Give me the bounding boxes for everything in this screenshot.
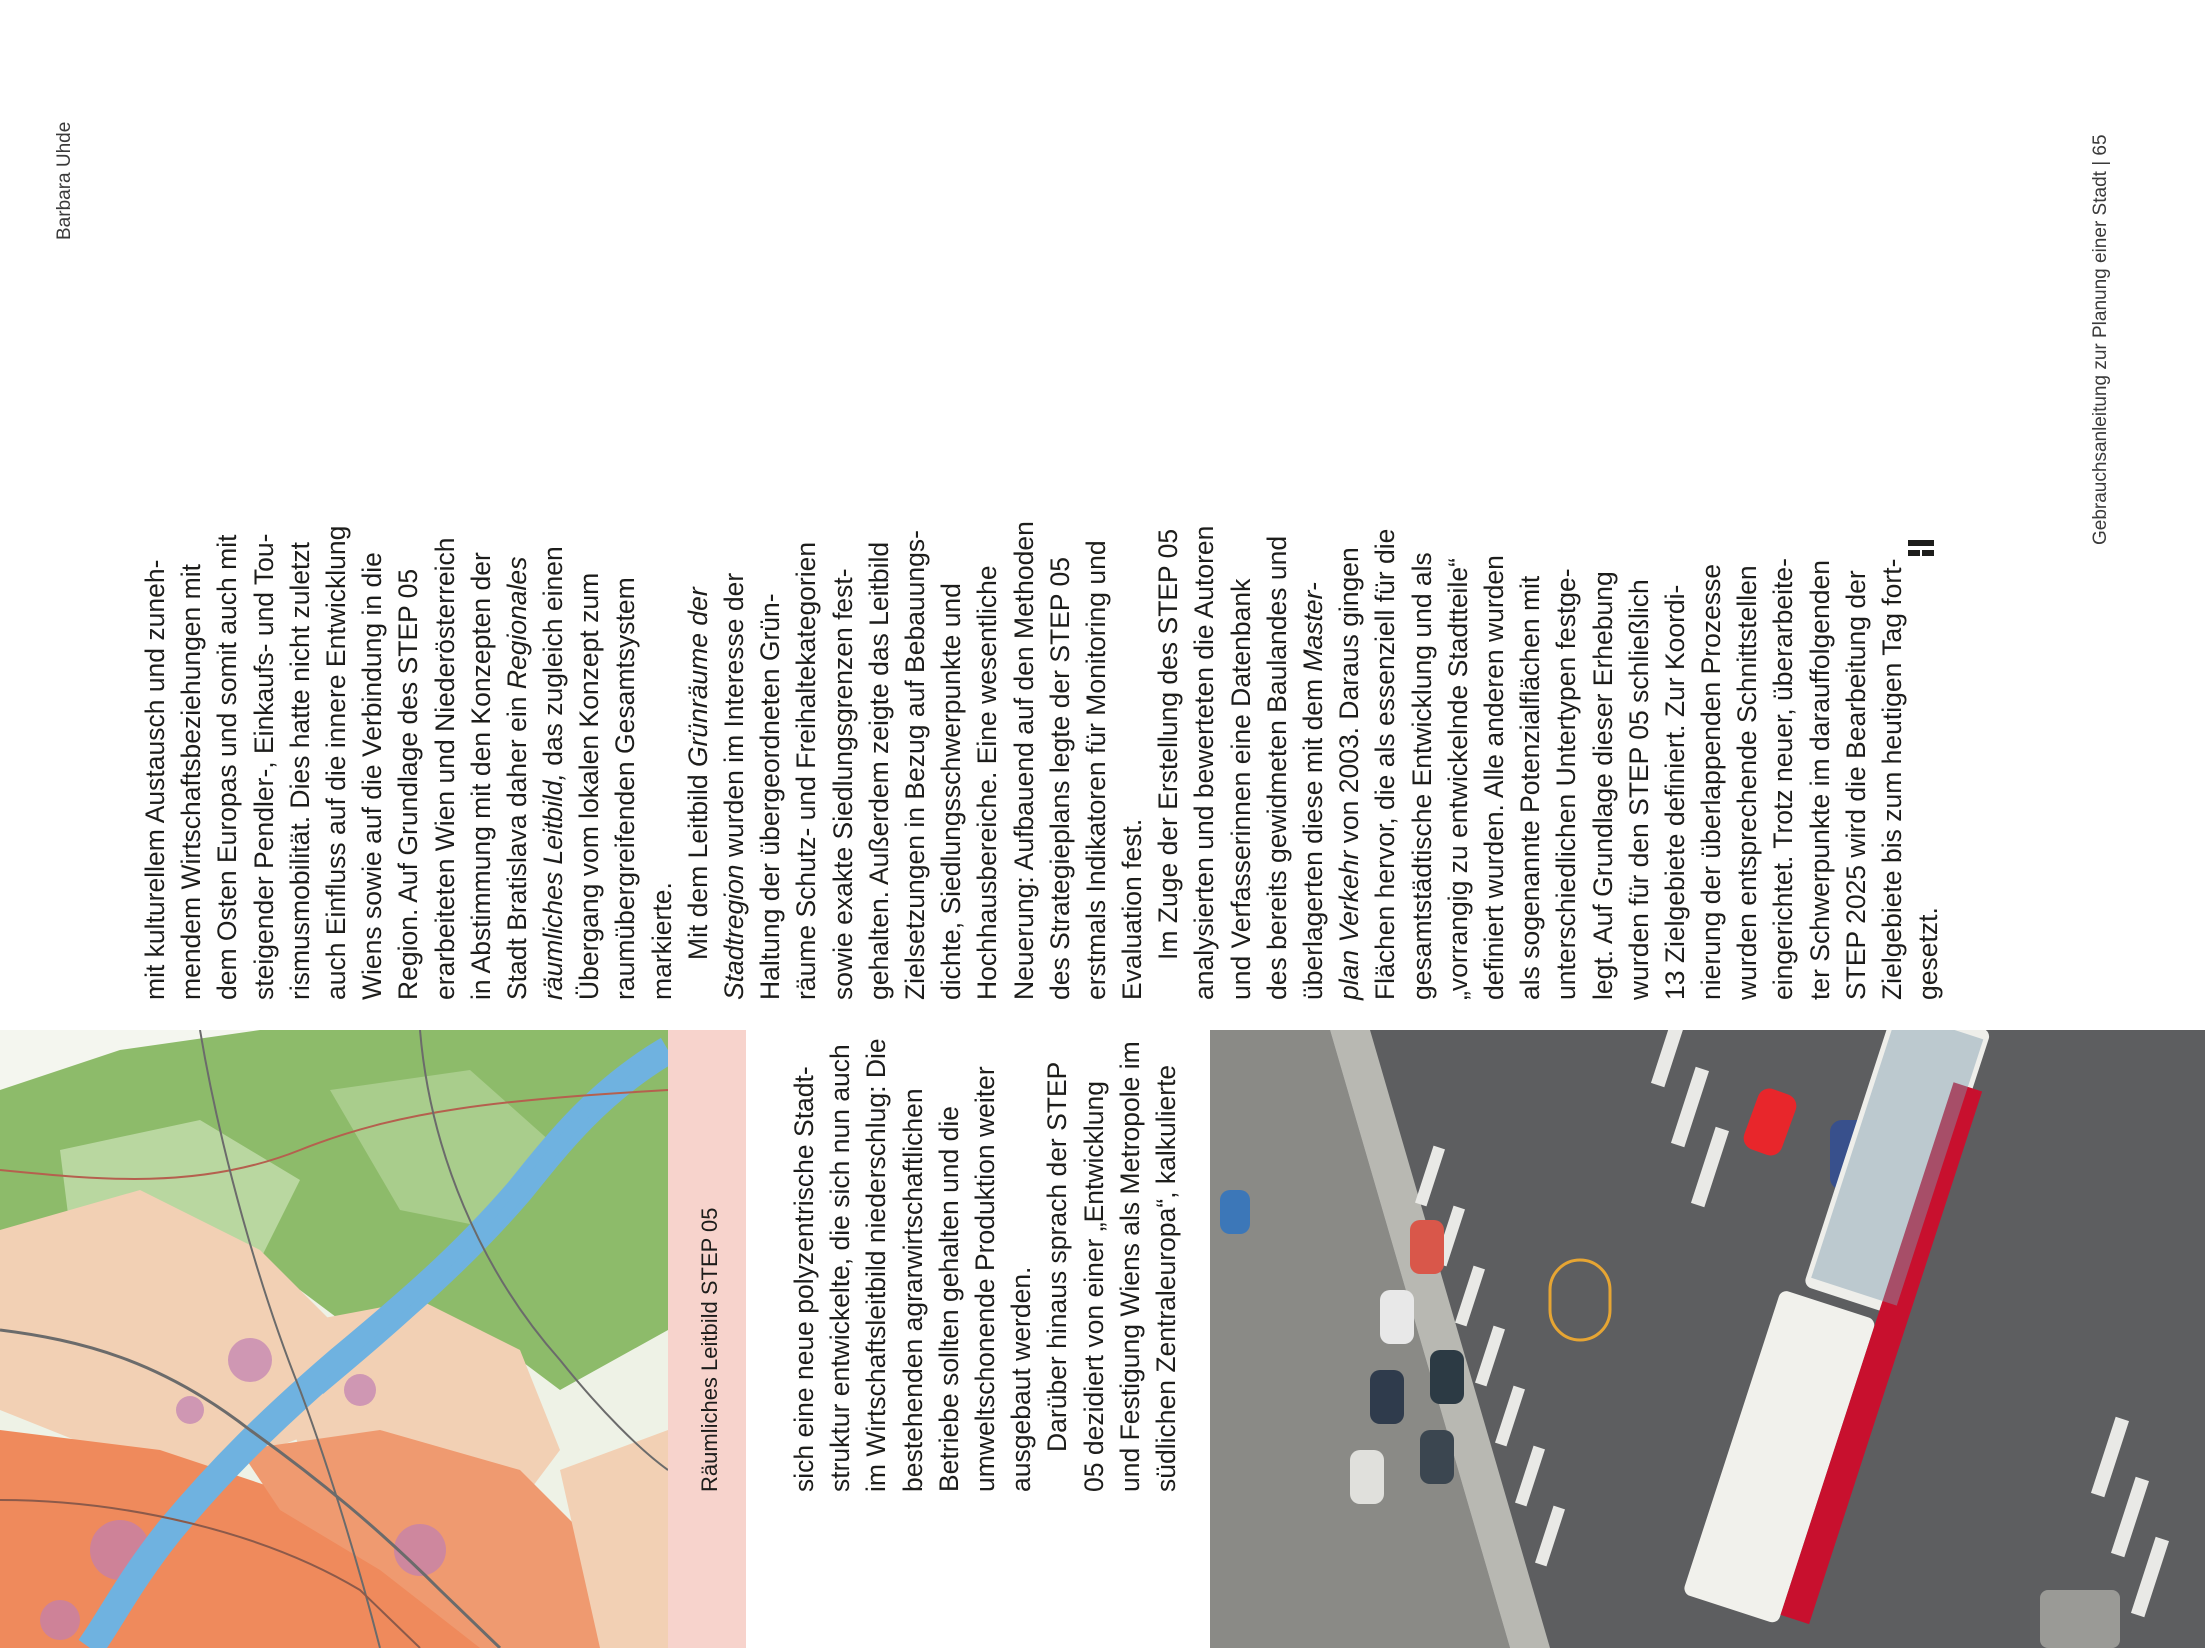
text-run: das zugleich einen	[538, 546, 569, 774]
text-run: im Wirtschaftsleitbild niederschlug: Die	[861, 1038, 892, 1492]
page-number: 65	[2090, 134, 2111, 156]
text-line	[1693, 521, 1729, 1000]
text-line	[680, 521, 716, 1000]
text-run: überlagerten diese mit dem	[1298, 671, 1328, 1000]
text-line	[897, 521, 933, 1000]
street-crossing-photo	[1210, 1030, 2205, 1648]
text-run: räume Schutz- und Freihaltekategorien	[791, 541, 822, 1000]
text-run: erstmals Indikatoren für Monitoring und	[1080, 540, 1111, 1000]
text-line	[1440, 521, 1476, 1000]
text-line	[1112, 1038, 1148, 1492]
text-line	[1114, 521, 1150, 1000]
text-line	[1874, 521, 1910, 1000]
text-run: südlichen Zentraleuropa“, kalkulierte	[1150, 1064, 1181, 1492]
text-run: 05 dezidiert von einer „Entwicklung	[1078, 1081, 1109, 1492]
text-line	[173, 521, 209, 1000]
text-run: eingerichtet. Trotz neuer, überarbeite-	[1768, 558, 1799, 1000]
figure-caption: Räumliches Leitbild STEP 05	[697, 1207, 722, 1492]
text-run: raumübergreifenden Gesamtsystem	[610, 577, 641, 1000]
title-running-head	[2090, 134, 2112, 545]
text-run: wurden für den STEP 05 schließlich	[1623, 579, 1654, 1000]
text-line	[969, 521, 1005, 1000]
text-line	[822, 1038, 858, 1492]
text-run: des Strategieplans legte der STEP 05	[1044, 557, 1075, 1000]
text-run: umweltschonende Produktion weiter	[969, 1066, 1000, 1492]
text-line	[463, 521, 499, 1000]
upper-text-column	[137, 521, 1946, 1000]
text-line	[1259, 521, 1295, 1000]
text-line	[1331, 521, 1367, 1000]
text-run: und Verfasserinnen eine Datenbank	[1225, 578, 1256, 1000]
text-line	[1910, 521, 1946, 1000]
text-line	[607, 521, 643, 1000]
text-line	[752, 521, 788, 1000]
text-line	[644, 521, 680, 1000]
text-run: auch Einfluss auf die innere Entwicklung	[320, 525, 351, 1000]
text-line	[282, 521, 318, 1000]
italic-term: Regionales	[501, 556, 532, 690]
text-line	[1295, 521, 1331, 1000]
text-run: wurden im Interesse der	[719, 572, 749, 865]
text-line	[861, 521, 897, 1000]
text-run: wurden entsprechende Schnittstellen	[1732, 565, 1763, 1000]
author-running-head: Barbara Uhde	[54, 121, 75, 240]
text-run: in Abstimmung mit den Konzepten der	[465, 552, 496, 1000]
text-line	[1476, 521, 1512, 1000]
text-run: STEP 2025 wird die Bearbeitung der	[1840, 570, 1871, 1000]
text-line	[1148, 1038, 1184, 1492]
italic-term: Stadtregion	[719, 864, 749, 1000]
text-run: Hochhausbereiche. Eine wesentliche	[972, 565, 1003, 1000]
text-line	[933, 521, 969, 1000]
text-line	[1729, 521, 1765, 1000]
text-run: dichte, Siedlungsschwerpunkte und	[936, 583, 967, 1000]
text-line	[354, 521, 390, 1000]
text-run: gehalten. Außerdem zeigte das Leitbild	[863, 541, 894, 1000]
text-run: 13 Zielgebiete definiert. Zur Koordi-	[1659, 584, 1690, 1000]
text-run: sowie exakte Siedlungsgrenzen fest-	[827, 568, 858, 1000]
text-run: markierte.	[646, 882, 677, 1000]
text-run: „vorrangig zu entwickelnde Stadtteile“	[1442, 558, 1473, 1000]
text-line	[1657, 521, 1693, 1000]
text-line	[967, 1038, 1003, 1492]
text-run: Flächen hervor, die als essenziell für die	[1370, 528, 1401, 1000]
text-run: legt. Auf Grundlage dieser Erhebung	[1587, 571, 1618, 1000]
text-line	[571, 521, 607, 1000]
text-line	[246, 521, 282, 1000]
text-run: definiert wurden. Alle anderen wurden	[1478, 555, 1509, 1000]
text-line	[1006, 521, 1042, 1000]
text-run: mendem Wirtschaftsbeziehungen mit	[176, 564, 207, 1000]
text-run: gesetzt.	[1913, 907, 1944, 1000]
text-line	[318, 521, 354, 1000]
lower-text-column	[786, 1038, 1184, 1492]
text-run: und Festigung Wiens als Metropole im	[1114, 1041, 1145, 1492]
text-line	[1838, 521, 1874, 1000]
text-line	[716, 521, 752, 1000]
text-run: mit kulturellem Austausch und zuneh-	[140, 559, 170, 1000]
text-run: Betriebe sollten gehalten und die	[933, 1105, 964, 1492]
text-run: dem Osten Europas und somit auch mit	[212, 534, 243, 1000]
text-line	[825, 521, 861, 1000]
text-line	[1150, 521, 1186, 1000]
text-line	[1367, 521, 1403, 1000]
text-line	[1186, 521, 1222, 1000]
text-line	[1003, 1038, 1039, 1492]
text-line	[788, 521, 824, 1000]
text-line	[1076, 1038, 1112, 1492]
text-run: unterschiedlichen Untertypen festge-	[1551, 568, 1582, 1000]
text-line	[1078, 521, 1114, 1000]
text-run: analysierten und bewerteten die Autoren	[1189, 525, 1220, 1000]
text-run: Haltung der übergeordneten Grün-	[755, 593, 786, 1000]
text-line	[1039, 1038, 1075, 1492]
text-run: Stadt Bratislava daher ein	[501, 689, 532, 1000]
text-line	[390, 521, 426, 1000]
text-run: Wiens sowie auf die Verbindung in die	[357, 552, 388, 1000]
italic-term: Grünräume der	[682, 587, 713, 768]
text-run: ter Schwerpunkte im darauffolgenden	[1804, 560, 1835, 1000]
text-run: ausgebaut werden.	[1006, 1266, 1037, 1492]
text-run: Mit dem Leitbild	[682, 767, 713, 960]
text-line	[786, 1038, 822, 1492]
text-line	[499, 521, 535, 1000]
text-line	[1404, 521, 1440, 1000]
text-run: rismusmobilität. Dies hatte nicht zuletzt	[284, 541, 315, 1000]
text-run: Darüber hinaus sprach der STEP	[1042, 1061, 1073, 1452]
text-run: Übergang vom lokalen Konzept zum	[574, 572, 605, 1000]
text-line	[1765, 521, 1801, 1000]
text-run: Im Zuge der Erstellung des STEP 05	[1153, 528, 1184, 960]
italic-term: räumliches Leitbild,	[538, 773, 569, 1000]
text-line	[1548, 521, 1584, 1000]
photo-illustration	[1210, 1030, 2205, 1648]
text-run: bestehenden agrarwirtschaftlichen	[897, 1088, 928, 1492]
text-line	[1042, 521, 1078, 1000]
text-run: als sogenannte Potenzialflächen mit	[1515, 575, 1546, 1000]
text-line	[1621, 521, 1657, 1000]
text-line	[137, 521, 173, 1000]
text-run: sich eine neue polyzentrische Stadt-	[789, 1066, 819, 1492]
text-line	[931, 1038, 967, 1492]
text-run: Zielsetzungen in Bezug auf Bebauungs-	[899, 530, 930, 1000]
running-title: Gebrauchsanleitung zur Planung einer Stadt	[2090, 171, 2111, 545]
text-line	[858, 1038, 894, 1492]
text-run: steigender Pendler-, Einkaufs- und Tou-	[248, 533, 279, 1000]
italic-term: plan Verkehr	[1334, 850, 1365, 1000]
text-line	[895, 1038, 931, 1492]
text-line	[1512, 521, 1548, 1000]
text-run: erarbeiteten Wien und Niederösterreich	[429, 537, 460, 1000]
text-run: von 2003. Daraus gingen	[1334, 547, 1365, 851]
text-run: des bereits gewidmeten Baulandes und	[1261, 535, 1292, 1000]
map-illustration	[0, 1030, 668, 1648]
text-line	[209, 521, 245, 1000]
separator: |	[2090, 155, 2111, 166]
text-run: nierung der überlappenden Prozesse	[1696, 563, 1727, 1000]
text-run: Region. Auf Grundlage des STEP 05	[393, 568, 424, 1000]
text-line	[535, 521, 571, 1000]
text-run: Zielgebiete bis zum heutigen Tag fort-	[1877, 558, 1907, 1000]
text-line	[1802, 521, 1838, 1000]
text-line	[427, 521, 463, 1000]
text-run: gesamtstädtische Entwicklung und als	[1406, 552, 1437, 1000]
text-line	[1223, 521, 1259, 1000]
text-run: Neuerung: Aufbauend auf den Methoden	[1008, 521, 1039, 1000]
italic-term: Master-	[1298, 582, 1328, 672]
text-run: struktur entwickelte, die sich nun auch	[825, 1044, 856, 1492]
text-run: Evaluation fest.	[1117, 818, 1148, 1000]
spatial-model-map	[0, 1030, 668, 1648]
stacked-bars-icon	[1908, 538, 1934, 558]
text-line	[1585, 521, 1621, 1000]
